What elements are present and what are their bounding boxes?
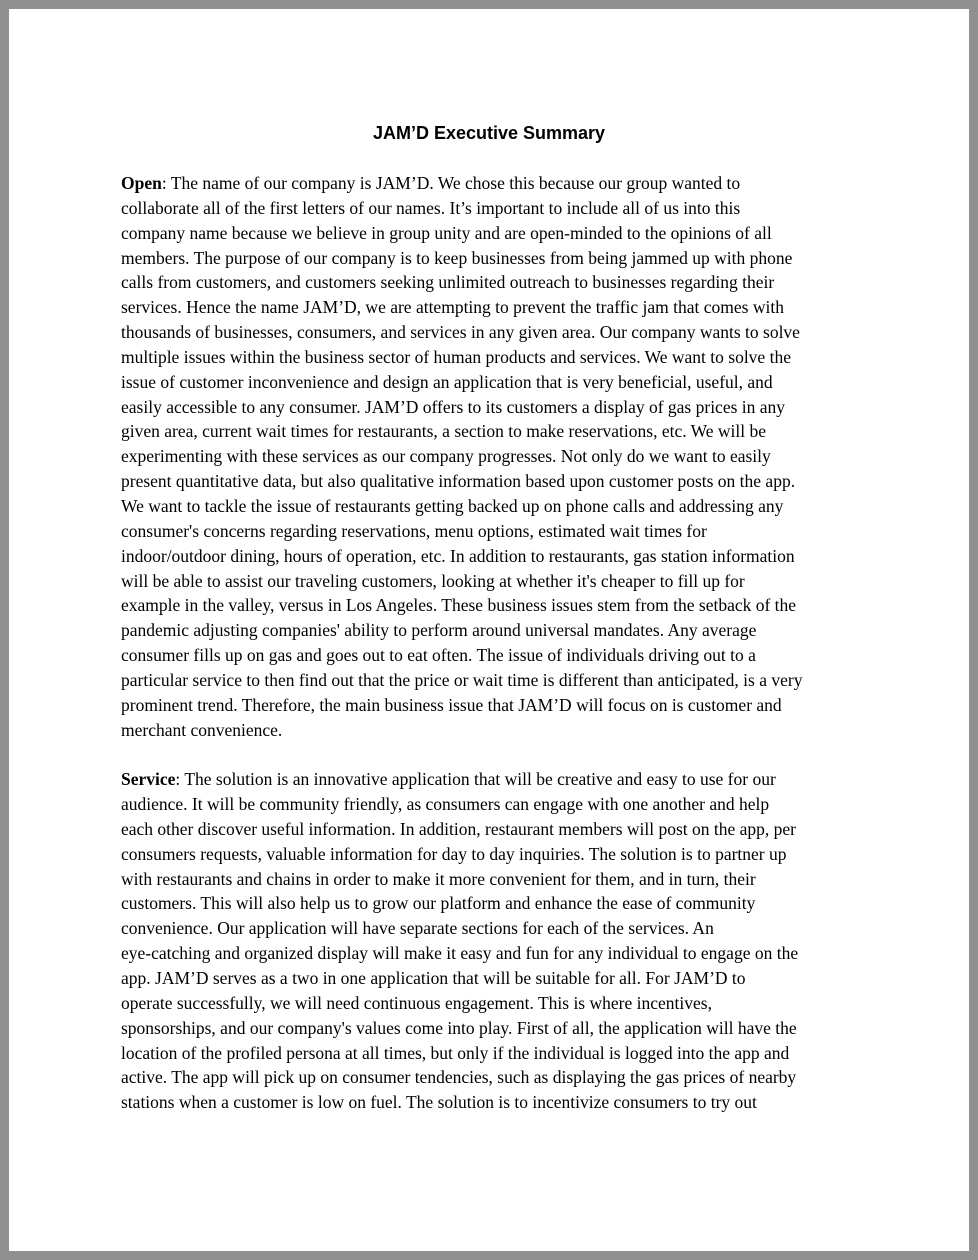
paragraph-line: convenience. Our application will have separate sections for each of the services. An bbox=[121, 918, 714, 939]
paragraph-line: consumer's concerns regarding reservations, menu options, estimated wait times for bbox=[121, 520, 707, 541]
paragraph-line: members. The purpose of our company is to keep businesses from being jammed up with phone bbox=[121, 247, 793, 268]
paragraph-line: indoor/outdoor dining, hours of operation, etc. In addition to restaurants, gas station information bbox=[121, 545, 795, 566]
paragraph-line: stations when a customer is low on fuel. The solution is to incentivize consumers to try out bbox=[121, 1092, 757, 1113]
paragraph-line: consumer fills up on gas and goes out to eat often. The issue of individuals driving out to a bbox=[121, 645, 756, 666]
paragraph-line: customers. This will also help us to grow our platform and enhance the ease of community bbox=[121, 893, 756, 914]
paragraph-line: with restaurants and chains in order to make it more convenient for them, and in turn, their bbox=[121, 868, 756, 889]
paragraph-line: We want to tackle the issue of restaurants getting backed up on phone calls and addressing any bbox=[121, 495, 784, 516]
section-service bbox=[121, 767, 866, 1115]
paragraph-line: experimenting with these services as our company progresses. Not only do we want to easily bbox=[121, 446, 771, 467]
paragraph-line: thousands of businesses, consumers, and services in any given area. Our company wants to solve bbox=[121, 322, 800, 343]
section-heading: Open bbox=[121, 173, 162, 193]
line-text: : The name of our company is JAM’D. We chose this because our group wanted to bbox=[161, 173, 741, 193]
paragraph-line: easily accessible to any consumer. JAM’D offers to its customers a display of gas prices in any bbox=[121, 396, 786, 417]
paragraph-line: each other discover useful information. In addition, restaurant members will post on the app, per bbox=[121, 818, 797, 839]
paragraph-line: company name because we believe in group unity and are open-minded to the opinions of all bbox=[121, 222, 772, 243]
paragraph-line: collaborate all of the first letters of our names. It’s important to include all of us into this bbox=[121, 197, 741, 218]
paragraph-line: services. Hence the name JAM’D, we are attempting to prevent the traffic jam that comes with bbox=[121, 297, 784, 318]
paragraph-line: sponsorships, and our company's values come into play. First of all, the application will have the bbox=[121, 1017, 797, 1038]
document-title: JAM’D Executive Summary bbox=[372, 123, 606, 143]
section-heading: Service bbox=[121, 769, 176, 790]
paragraph-line: given area, current wait times for restaurants, a section to make reservations, etc. We will be bbox=[121, 421, 767, 442]
line-text: : The solution is an innovative application that will be creative and easy to use for our bbox=[175, 769, 776, 790]
paragraph-line: consumers requests, valuable information for day to day inquiries. The solution is to partner up bbox=[121, 843, 787, 864]
paragraph-line bbox=[121, 767, 866, 792]
paragraph-line: particular service to then find out that the price or wait time is different than anticipated, is a very bbox=[121, 669, 803, 690]
paragraph-line: calls from customers, and customers seeking unlimited outreach to businesses regarding their bbox=[121, 272, 775, 293]
paragraph-line: eye-catching and organized display will make it easy and fun for any individual to engage on the bbox=[121, 943, 799, 964]
paragraph-line: example in the valley, versus in Los Angeles. These business issues stem from the setback of the bbox=[121, 595, 797, 616]
paragraph-line: prominent trend. Therefore, the main business issue that JAM’D will focus on is customer and bbox=[121, 694, 782, 715]
paragraph-line: will be able to assist our traveling customers, looking at whether it's cheaper to fill up for bbox=[121, 570, 745, 591]
section-open bbox=[121, 171, 866, 742]
paragraph-line: app. JAM’D serves as a two in one application that will be suitable for all. For JAM’D to bbox=[121, 968, 746, 988]
document-body bbox=[121, 171, 866, 1140]
paragraph-line: audience. It will be community friendly, as consumers can engage with one another and help bbox=[121, 794, 770, 815]
document-page bbox=[9, 9, 969, 1251]
paragraph-line: issue of customer inconvenience and design an application that is very beneficial, useful, and bbox=[121, 371, 773, 392]
paragraph-line: merchant convenience. bbox=[121, 719, 283, 740]
paragraph-line: pandemic adjusting companies' ability to perform around universal mandates. Any average bbox=[121, 620, 757, 641]
paragraph-line: active. The app will pick up on consumer tendencies, such as displaying the gas prices of nearby bbox=[121, 1067, 797, 1088]
paragraph-line: present quantitative data, but also qualitative information based upon customer posts on the app. bbox=[121, 471, 796, 492]
paragraph-line: operate successfully, we will need continuous engagement. This is where incentives, bbox=[121, 992, 712, 1013]
paragraph-line bbox=[121, 171, 866, 196]
paragraph-line: multiple issues within the business sector of human products and services. We want to solve the bbox=[121, 346, 791, 367]
paragraph-line: location of the profiled persona at all times, but only if the individual is logged into the app and bbox=[121, 1042, 790, 1063]
